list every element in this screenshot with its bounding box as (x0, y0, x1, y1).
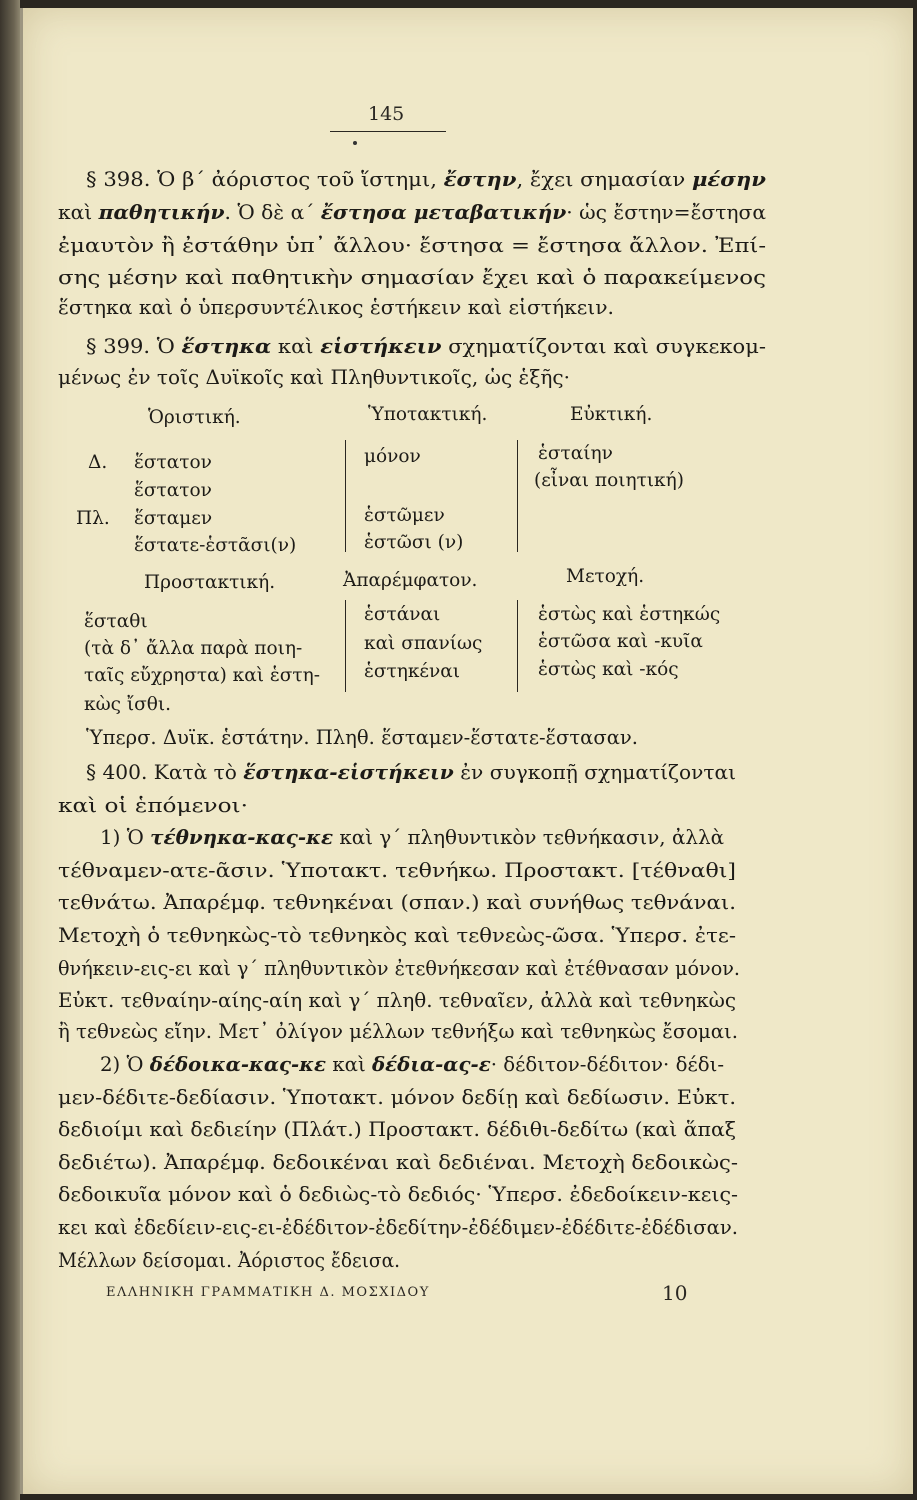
emphasized-term: δέδοικα-κας-κε (149, 1053, 327, 1076)
cell-optative-2: (εἶναι ποιητική) (534, 470, 684, 491)
table-header-subjunctive: Ὑποτακτική. (368, 404, 488, 425)
text-run: . Ὁ δὲ α΄ (224, 201, 321, 224)
text-run: ἕστηκα καὶ ὁ ὑπερσυντέλικος ἑστήκειν καὶ εἱστήκειν. (58, 296, 614, 319)
table-header-infinitive: Ἀπαρέμφατον. (343, 570, 478, 591)
emphasized-term: ἕστηκα (181, 335, 272, 358)
text-run: 1) Ὁ (100, 826, 151, 849)
text-line (58, 1151, 738, 1174)
cell-imperative-1: ἕσταθι (84, 611, 148, 632)
text-run: μεν-δέδιτε-δεδίασιν. Ὑποτακτ. μόνον δεδίῃ καὶ δεδίωσιν. Εὐκτ. (58, 1086, 736, 1109)
table-divider-2 (517, 440, 518, 552)
signature-mark: 10 (662, 1281, 688, 1305)
text-run: σης μέσην καὶ παθητικὴν σημασίαν ἔχει καὶ ὁ παρακείμενος (58, 266, 766, 289)
text-run: Μετοχὴ ὁ τεθνηκὼς-τὸ τεθνηκὸς καὶ τεθνεὼς-ῶσα. Ὑπερσ. ἐτε- (58, 924, 736, 947)
emphasized-term: ἔστησα μεταβατικήν (320, 201, 567, 224)
text-run: δεδοικυῖα μόνον καὶ ὁ δεδιὼς-τὸ δεδιός· Ὑπερσ. ἐδεδοίκειν-κεις- (58, 1183, 738, 1206)
ornament-dot (353, 141, 357, 145)
text-line (86, 761, 736, 784)
text-line (58, 234, 766, 257)
text-run: · ὡς ἔστην=ἔστησα (566, 201, 766, 224)
text-run: δεδιοίμι καὶ δεδιείην (Πλάτ.) Προστακτ. δέδιθι-δεδίτω (καὶ ἅπαξ (58, 1118, 737, 1141)
text-run: καὶ (58, 201, 99, 224)
text-line (58, 924, 736, 947)
cell-indicative-1: ἕστατον (134, 452, 212, 473)
cell-subjunctive-1: μόνον (364, 446, 421, 467)
text-line (58, 1086, 736, 1109)
text-line (86, 335, 766, 358)
text-line (100, 1053, 724, 1076)
text-line (58, 957, 740, 980)
text-line (100, 826, 724, 849)
text-run: καὶ οἱ ἑπόμενοι· (58, 794, 248, 817)
emphasized-term: ἔστην (443, 168, 517, 191)
cell-participle-3: ἑστὼς καὶ -κός (538, 659, 679, 680)
text-run: τεθνάτω. Ἀπαρέμφ. τεθνηκέναι (σπαν.) καὶ συνήθως τεθνάναι. (58, 891, 736, 914)
cell-participle-2: ἑστῶσα καὶ -κυῖα (538, 631, 703, 652)
text-line (86, 726, 638, 749)
text-run: ἐν συγκοπῇ σχηματίζονται (453, 761, 736, 784)
text-run: Μέλλων δείσομαι. Ἀόριστος ἔδεισα. (58, 1249, 400, 1272)
text-line (58, 1020, 738, 1043)
table-divider-3 (345, 600, 346, 692)
text-line (86, 168, 766, 191)
emphasized-term: μέσην (691, 168, 766, 191)
book-binding (0, 0, 20, 1500)
text-run: · δέδιτον-δέδιτον· δέδι- (490, 1053, 724, 1076)
text-run: Ὑπερσ. Δυϊκ. ἑστάτην. Πληθ. ἕσταμεν-ἕστατε-ἕστασαν. (86, 726, 638, 749)
row-label-dual: Δ. (88, 452, 108, 473)
cell-indicative-2: ἕστατον (134, 480, 212, 501)
text-line (58, 891, 736, 914)
cell-infinitive-3: ἑστηκέναι (364, 661, 461, 682)
page-number: 145 (368, 103, 405, 125)
text-line (58, 859, 736, 882)
cell-subjunctive-3: ἑστῶμεν (364, 505, 445, 526)
text-run: δεδιέτω). Ἀπαρέμφ. δεδοικέναι καὶ δεδιέναι. Μετοχὴ δεδοικὼς- (58, 1151, 738, 1174)
table-header-optative: Εὐκτική. (570, 404, 653, 425)
cell-subjunctive-4: ἑστῶσι (ν) (364, 532, 464, 553)
text-run: καὶ γ΄ πληθυντικὸν τεθνήκασιν, ἀλλὰ (333, 826, 724, 849)
text-run: , ἔχει σημασίαν (516, 168, 692, 191)
table-header-imperative: Προστακτική. (144, 572, 276, 593)
emphasized-term: δέδια-ας-ε (372, 1053, 491, 1076)
cell-participle-1: ἑστὼς καὶ ἑστηκώς (538, 604, 721, 625)
row-label-plural: Πλ. (76, 508, 110, 529)
table-header-indicative: Ὁριστική. (148, 407, 241, 428)
text-run: μένως ἐν τοῖς Δυϊκοῖς καὶ Πληθυντικοῖς, ὡς ἑξῆς· (58, 366, 570, 389)
text-run: σχηματίζονται καὶ συγκεκομ- (441, 335, 766, 358)
text-line (58, 1118, 736, 1141)
text-run: § 400. Κατὰ τὸ (86, 761, 244, 784)
text-run: ἢ τεθνεὼς εἴην. Μετ᾿ ὀλίγον μέλλων τεθνήξω καὶ τεθνηκὼς ἔσομαι. (58, 1020, 738, 1043)
text-line (58, 296, 614, 319)
text-line (58, 266, 766, 289)
text-line (58, 201, 766, 224)
text-line (58, 366, 570, 389)
text-run: 2) Ὁ (100, 1053, 150, 1076)
emphasized-term: εἱστήκειν (320, 335, 442, 358)
cell-imperative-3: ταῖς εὔχρηστα) καὶ ἑστη- (84, 665, 320, 686)
text-line (58, 794, 248, 817)
text-line (58, 989, 736, 1012)
cell-infinitive-2: καὶ σπανίως (364, 633, 483, 654)
table-divider-1 (345, 440, 346, 552)
cell-imperative-2: (τὰ δ᾿ ἄλλα παρὰ ποιη- (84, 638, 303, 659)
emphasized-term: τέθνηκα-κας-κε (150, 826, 334, 849)
cell-optative-1: ἑσταίην (538, 443, 613, 464)
cell-imperative-4: κὼς ἴσθι. (84, 694, 172, 715)
cell-indicative-3: ἕσταμεν (134, 508, 213, 529)
page-number-rule (330, 131, 446, 132)
text-run: κει καὶ ἐδεδίειν-εις-ει-ἐδέδιτον-ἐδεδίτην-ἐδέδιμεν-ἐδέδιτε-ἐδέδισαν. (58, 1216, 739, 1239)
running-footer: ΕΛΛΗΝΙΚΗ ΓΡΑΜΜΑΤΙΚΗ Δ. ΜΟΣΧΙΔΟΥ (106, 1285, 430, 1300)
text-line (58, 1249, 400, 1272)
text-line (58, 1216, 738, 1239)
emphasized-term: ἕστηκα-εἱστήκειν (243, 761, 454, 784)
table-divider-4 (517, 600, 518, 692)
text-run: καὶ (326, 1053, 373, 1076)
text-run: ἐμαυτὸν ἢ ἐστάθην ὑπ᾿ ἄλλου· ἔστησα = ἔστησα ἄλλον. Ἐπί- (58, 234, 766, 257)
text-run: Εὐκτ. τεθναίην-αίης-αίη καὶ γ΄ πληθ. τεθναῖεν, ἀλλὰ καὶ τεθνηκὼς (58, 989, 736, 1012)
text-run: § 398. Ὁ β΄ ἀόριστος τοῦ ἵστημι, (86, 168, 444, 191)
text-run: καὶ (271, 335, 321, 358)
text-line (58, 1183, 738, 1206)
text-run: τέθναμεν-ατε-ᾶσιν. Ὑποτακτ. τεθνήκω. Προστακτ. [τέθναθι] (58, 859, 736, 882)
emphasized-term: παθητικήν (98, 201, 225, 224)
table-header-participle: Μετοχή. (566, 566, 645, 587)
text-run: § 399. Ὁ (86, 335, 182, 358)
text-run: θνήκειν-εις-ει καὶ γ΄ πληθυντικὸν ἐτεθνήκεσαν καὶ ἐτέθνασαν μόνον. (58, 957, 740, 980)
cell-indicative-4: ἕστατε-ἑστᾶσι(ν) (134, 535, 297, 556)
cell-infinitive-1: ἑστάναι (364, 604, 441, 625)
